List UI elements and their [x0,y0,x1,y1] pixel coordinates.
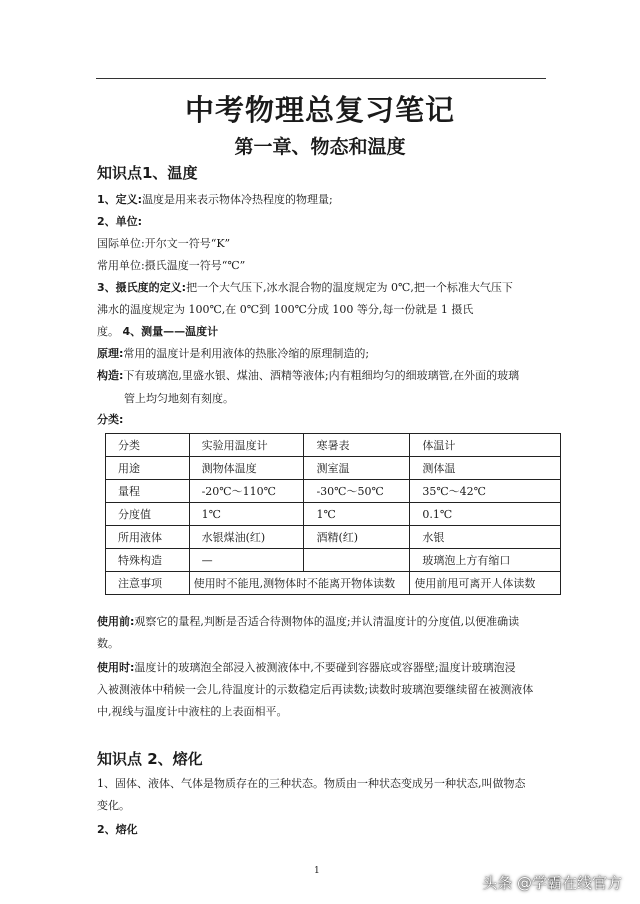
header-rule [96,78,546,79]
table-cell: 测物体温度 [189,457,304,480]
states-paragraph-line1: 1、固体、液体、气体是物质存在的三种状态。物质由一种状态变成另一种状态,叫做物态 [97,777,526,790]
table-cell: 实验用温度计 [189,434,304,457]
table-cell: 注意事项 [106,572,190,595]
table-cell: 特殊构造 [106,549,190,572]
structure-line2: 管上均匀地刻有刻度。 [124,392,234,405]
table-cell: 所用液体 [106,526,190,549]
table-cell: 1℃ [189,503,304,526]
table-row [106,526,561,549]
table-cell: 分类 [106,434,190,457]
watermark: 头条 @学霸在线官方 [482,874,622,892]
table-cell: 玻璃泡上方有缩口 [410,549,561,572]
table-row [106,480,561,503]
celsius-definition-line2: 沸水的温度规定为 100℃,在 0℃到 100℃分成 100 等分,每一份就是 1 摄氏 [97,303,474,316]
use-during-label: 使用时: [97,661,135,674]
structure-label: 构造: [97,369,124,382]
definition-paragraph [97,192,547,208]
celsius-definition-line3: 度。 4、测量——温度计 [97,325,219,338]
table-cell: -30℃～50℃ [304,480,410,503]
use-during-line1: 使用时:温度计的玻璃泡全部浸入被测液体中,不要碰到容器底或容器壁;温度计玻璃泡浸 [97,661,516,674]
table-cell: 用途 [106,457,190,480]
structure-line1: 构造:下有玻璃泡,里盛水银、煤油、酒精等液体;内有粗细均匀的细玻璃管,在外面的玻璃 [97,369,520,382]
classification-label: 分类: [97,413,124,426]
table-row [106,572,561,595]
table-cell: 水银煤油(红) [189,526,304,549]
principle-label: 原理: [97,347,124,360]
table-cell: 0.1℃ [410,503,561,526]
table-row [106,457,561,480]
unit-heading: 2、单位: [97,215,143,228]
table-row [106,434,561,457]
states-paragraph-line2: 变化。 [97,799,130,812]
melting-subheading: 2、熔化 [97,823,138,836]
table-cell: 分度值 [106,503,190,526]
table-cell: 使用前甩可离开人体读数 [410,572,561,595]
table-cell: 1℃ [304,503,410,526]
table-cell: 寒暑表 [304,434,410,457]
page-title: 中考物理总复习笔记 [184,93,455,127]
section-heading-melting: 知识点 2、熔化 [97,750,203,768]
page-number: 1 [314,866,320,876]
definition-text: 温度是用来表示物体冷热程度的物理量; [142,193,333,206]
use-during-line2: 入被测液体中稍候一会儿,待温度计的示数稳定后再读数;读数时玻璃泡要继续留在被测液体 [97,683,534,696]
chapter-title: 第一章、物态和温度 [234,136,406,158]
table-cell: -20℃～110℃ [189,480,304,503]
table-row [106,503,561,526]
use-before-line1: 使用前:观察它的量程,判断是否适合待测物体的温度;并认清温度计的分度值,以便准确读 [97,615,520,628]
table-row [106,549,561,572]
unit-international: 国际单位:开尔文一符号“K” [97,237,231,250]
table-cell: 水银 [410,526,561,549]
celsius-label: 3、摄氏度的定义: [97,281,187,294]
use-before-line2: 数。 [97,637,119,650]
unit-common: 常用单位:摄氏温度一符号“℃” [97,259,246,272]
table-cell: 体温计 [410,434,561,457]
table-cell: 使用时不能甩,测物体时不能离开物体读数 [189,572,410,595]
table-cell: 酒精(红) [304,526,410,549]
use-during-line3: 中,视线与温度计中液柱的上表面相平。 [97,705,288,718]
use-before-label: 使用前: [97,615,135,628]
celsius-definition-line1: 3、摄氏度的定义:把一个大气压下,冰水混合物的温度规定为 0℃,把一个标准大气压下 [97,281,513,294]
table-cell: 测室温 [304,457,410,480]
table-cell: 量程 [106,480,190,503]
table-cell: 测体温 [410,457,561,480]
table-cell [304,549,410,572]
principle-paragraph: 原理:常用的温度计是利用液体的热胀冷缩的原理制造的; [97,347,370,360]
thermometer-table [105,433,561,595]
definition-label: 1、定义: [97,193,143,206]
table-cell: — [189,549,304,572]
measure-label: 4、测量——温度计 [122,325,219,338]
table-cell: 35℃～42℃ [410,480,561,503]
section-heading-temperature: 知识点1、温度 [97,164,198,182]
